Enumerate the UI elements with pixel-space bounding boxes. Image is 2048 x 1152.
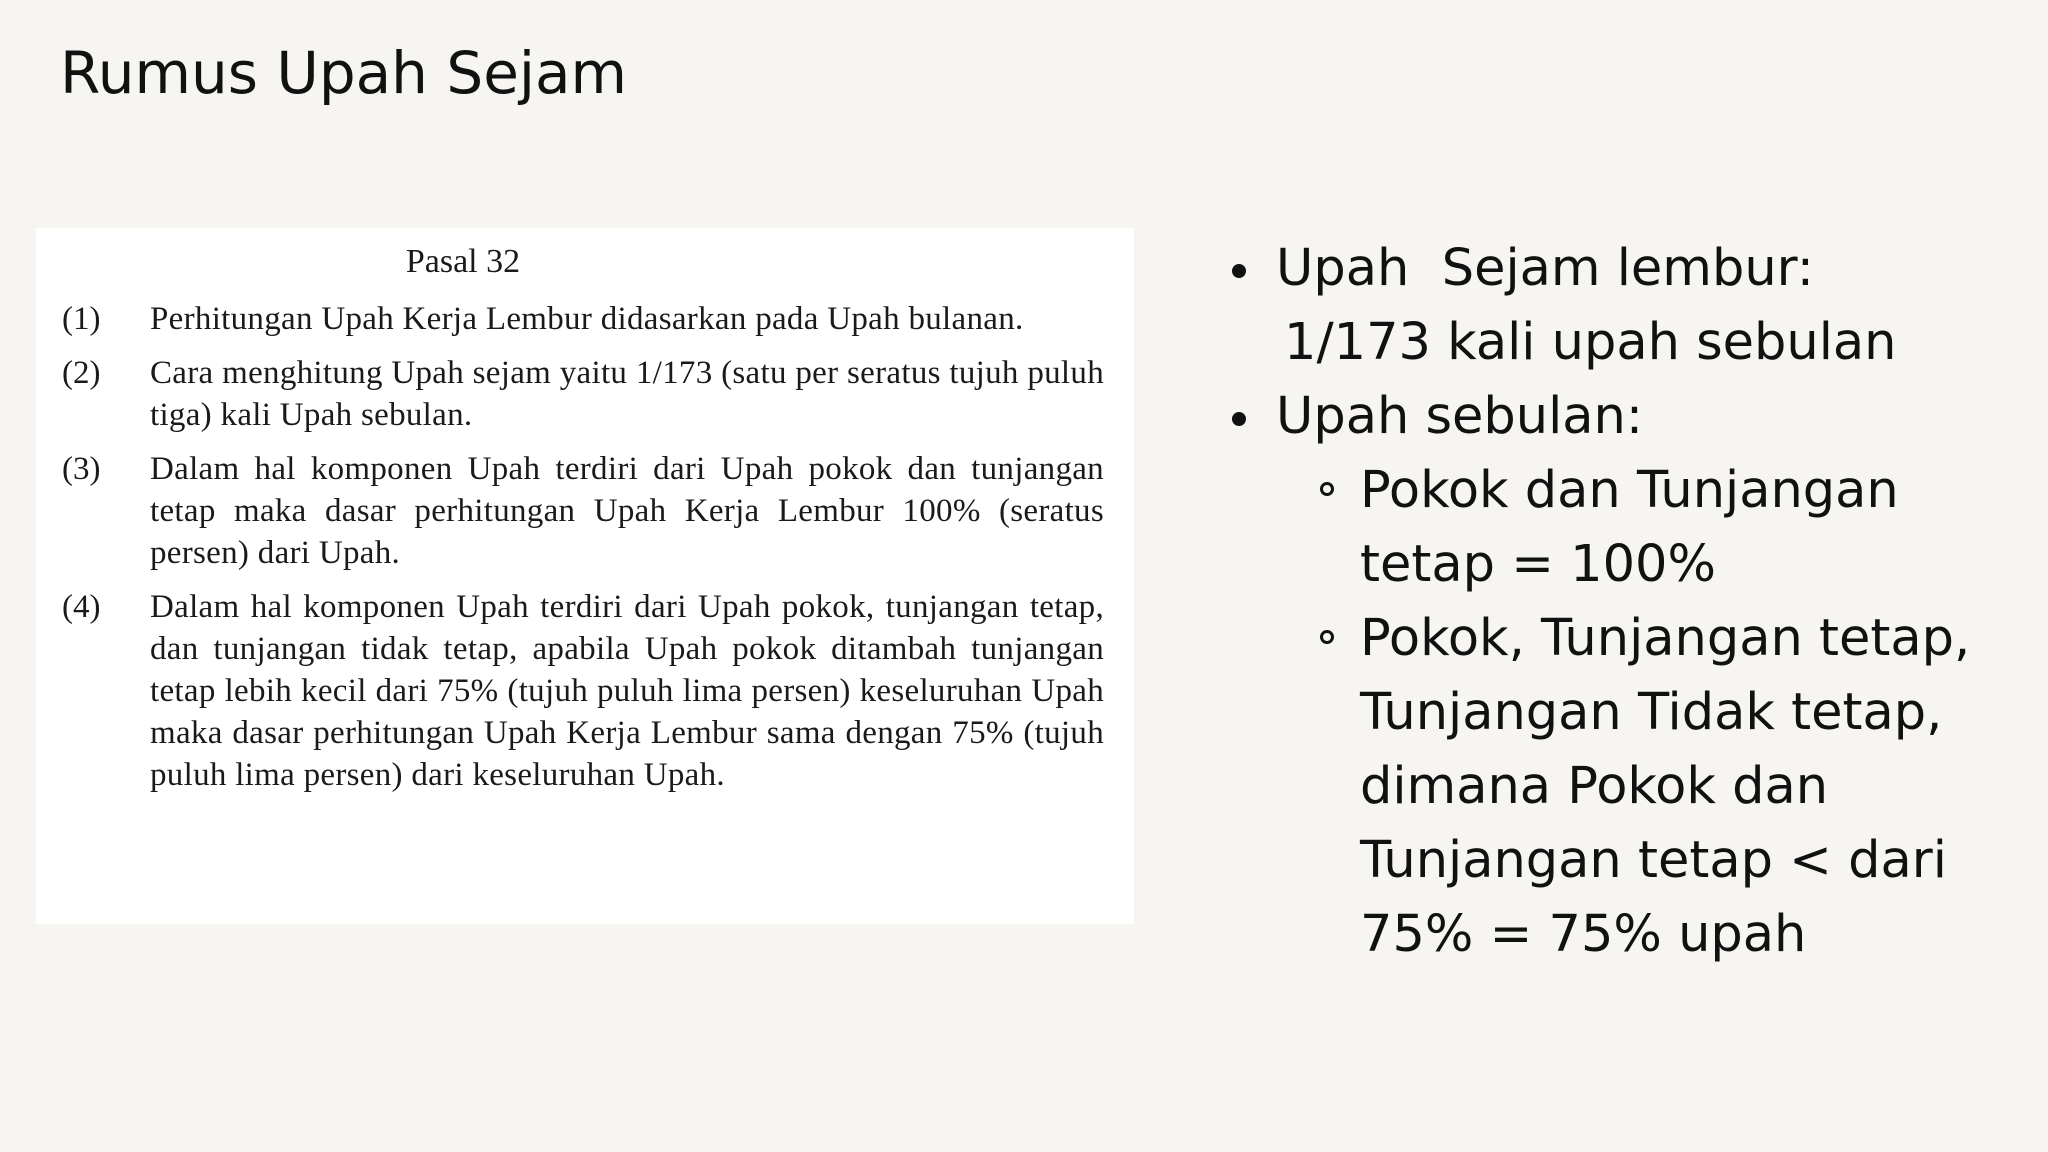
article-heading: Pasal 32 bbox=[405, 243, 521, 280]
clause-text: Dalam hal komponen Upah terdiri dari Upah pokok, tunjangan tetap, dan tunjangan tidak tetap, apabila Upah pokok ditambah tunjangan tetap lebih kecil dari 75% (tujuh puluh lima persen) keseluruhan Upah maka dasar perhitungan Upah Kerja Lembur sama dengan 75% (tujuh puluh lima persen) dari keseluruhan Upah. bbox=[150, 589, 1104, 793]
clause-item bbox=[62, 352, 1104, 436]
clause-number: (3) bbox=[62, 451, 101, 487]
clause-item bbox=[62, 586, 1104, 796]
law-excerpt-image bbox=[36, 228, 1134, 924]
bullet-detail: 1/173 kali upah sebulan bbox=[1284, 313, 1897, 372]
sub-bullet-item bbox=[1318, 454, 2018, 602]
clause-number: (1) bbox=[62, 301, 101, 337]
sub-bullet-text: Pokok, Tunjangan tetap, Tunjangan Tidak tetap, dimana Pokok dan Tunjangan tetap < dari 75% = 75% upah bbox=[1360, 609, 1971, 964]
bullet-label: Upah Sejam lembur: bbox=[1276, 239, 1814, 298]
bullet-item-hourly-overtime bbox=[1228, 232, 2018, 380]
clause-text: Dalam hal komponen Upah terdiri dari Upah pokok dan tunjangan tetap maka dasar perhitungan Upah Kerja Lembur 100% (seratus persen) dari Upah. bbox=[150, 451, 1104, 571]
clause-item bbox=[62, 298, 1104, 340]
bullet-body bbox=[1276, 380, 2018, 454]
hollow-circle-icon bbox=[1318, 454, 1360, 528]
bullet-label: Upah sebulan: bbox=[1276, 387, 1644, 446]
clause-text: Perhitungan Upah Kerja Lembur didasarkan pada Upah bulanan. bbox=[150, 301, 1024, 337]
bullet-body bbox=[1276, 232, 2018, 380]
clause-item bbox=[62, 448, 1104, 574]
summary-bullet-list bbox=[1228, 232, 2018, 972]
clause-number: (4) bbox=[62, 589, 101, 625]
sub-bullet-text: Pokok dan Tunjangan tetap = 100% bbox=[1360, 461, 1899, 594]
slide-title: Rumus Upah Sejam bbox=[60, 39, 628, 107]
clause-text: Cara menghitung Upah sejam yaitu 1/173 (satu per seratus tujuh puluh tiga) kali Upah sebulan. bbox=[150, 355, 1104, 433]
sub-bullet-item bbox=[1318, 602, 2018, 972]
bullet-item-monthly-wage bbox=[1228, 380, 2018, 454]
hollow-circle-icon bbox=[1318, 602, 1360, 676]
bullet-dot-icon bbox=[1228, 232, 1276, 306]
clause-number: (2) bbox=[62, 355, 101, 391]
sub-bullet-list bbox=[1318, 454, 2018, 972]
bullet-dot-icon bbox=[1228, 380, 1276, 454]
